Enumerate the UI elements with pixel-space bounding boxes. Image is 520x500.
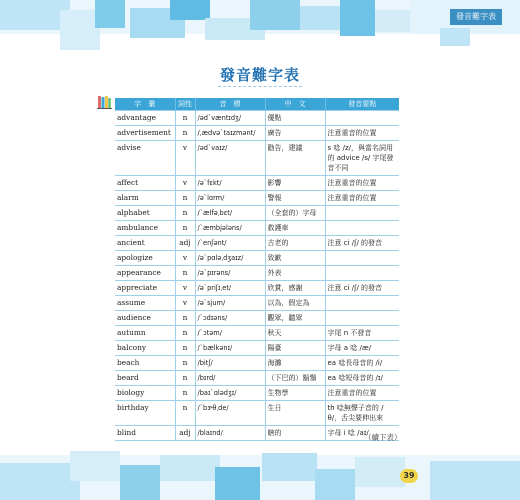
table-row xyxy=(115,326,399,341)
note-cell xyxy=(325,266,399,281)
note-cell: ea 唸短母音的 /ɪ/ xyxy=(325,371,399,386)
section-tag: 發音難字表 xyxy=(450,9,502,25)
word-cell: biology xyxy=(115,386,175,401)
note-cell xyxy=(325,111,399,126)
continued-label: （續下表） xyxy=(364,433,402,442)
title-divider xyxy=(218,86,302,88)
table-row xyxy=(115,296,399,311)
page-number-badge: 39 xyxy=(400,469,418,483)
note-cell xyxy=(325,221,399,236)
word-cell: blind xyxy=(115,426,175,441)
col-header-chinese: 中 文 xyxy=(265,98,325,111)
footer-mosaic xyxy=(0,445,520,500)
ipa-cell: /ə`fɛkt/ xyxy=(195,176,265,191)
pos-cell: v xyxy=(175,141,195,176)
ipa-cell: /`bɝθˌde/ xyxy=(195,401,265,426)
note-cell: s 唸 /z/，與當名詞用的 advice /s/ 字尾發音不同 xyxy=(325,141,399,176)
chinese-cell: 古老的 xyxy=(265,236,325,251)
table-row xyxy=(115,251,399,266)
table-header-row xyxy=(115,98,399,111)
note-cell: th 唸無聲子音的 /θ/，舌尖要伸出來 xyxy=(325,401,399,426)
ipa-cell: /əd`væntɪdʒ/ xyxy=(195,111,265,126)
pos-cell: v xyxy=(175,281,195,296)
word-cell: advise xyxy=(115,141,175,176)
ipa-cell: /`bælkənɪ/ xyxy=(195,341,265,356)
chinese-cell: 觀眾，聽眾 xyxy=(265,311,325,326)
table-row xyxy=(115,141,399,176)
ipa-cell: /`æmbjələns/ xyxy=(195,221,265,236)
pos-cell: n xyxy=(175,401,195,426)
chinese-cell: 勸告，建議 xyxy=(265,141,325,176)
table-row xyxy=(115,371,399,386)
chinese-cell: 欣賞，感謝 xyxy=(265,281,325,296)
note-cell: 字尾 n 不發音 xyxy=(325,326,399,341)
ipa-cell: /ˌædvə`taɪzmənt/ xyxy=(195,126,265,141)
word-cell: appreciate xyxy=(115,281,175,296)
word-cell: beard xyxy=(115,371,175,386)
pos-cell: n xyxy=(175,311,195,326)
word-cell: birthday xyxy=(115,401,175,426)
ipa-cell: /`enʃənt/ xyxy=(195,236,265,251)
ipa-cell: /`ɔtəm/ xyxy=(195,326,265,341)
col-header-pos: 詞性 xyxy=(175,98,195,111)
vocab-table xyxy=(115,98,399,441)
word-cell: alarm xyxy=(115,191,175,206)
chinese-cell: 外表 xyxy=(265,266,325,281)
ipa-cell: /ə`lɑrm/ xyxy=(195,191,265,206)
word-cell: affect xyxy=(115,176,175,191)
ipa-cell: /ə`pɪrəns/ xyxy=(195,266,265,281)
table-row xyxy=(115,386,399,401)
pos-cell: n xyxy=(175,356,195,371)
word-cell: beach xyxy=(115,356,175,371)
note-cell xyxy=(325,251,399,266)
ipa-cell: /`ɔdɪəns/ xyxy=(195,311,265,326)
ipa-cell: /`ælfəˌbɛt/ xyxy=(195,206,265,221)
chinese-cell: 以為，假定為 xyxy=(265,296,325,311)
books-icon xyxy=(97,95,112,109)
chinese-cell: 影響 xyxy=(265,176,325,191)
chinese-cell: 生日 xyxy=(265,401,325,426)
word-cell: appearance xyxy=(115,266,175,281)
table-row xyxy=(115,126,399,141)
pos-cell: v xyxy=(175,251,195,266)
pos-cell: n xyxy=(175,266,195,281)
table-row xyxy=(115,311,399,326)
note-cell: 字母 a 唸 /æ/ xyxy=(325,341,399,356)
table-row xyxy=(115,401,399,426)
chinese-cell: 海灘 xyxy=(265,356,325,371)
table-row xyxy=(115,356,399,371)
note-cell: 注意重音的位置 xyxy=(325,176,399,191)
table-row xyxy=(115,191,399,206)
pos-cell: n xyxy=(175,386,195,401)
col-header-word: 字 彙 xyxy=(115,98,175,111)
col-header-ipa: 音 標 xyxy=(195,98,265,111)
chinese-cell: 救護車 xyxy=(265,221,325,236)
chinese-cell: （下巴的）鬍鬚 xyxy=(265,371,325,386)
pos-cell: n xyxy=(175,191,195,206)
word-cell: assume xyxy=(115,296,175,311)
table-row xyxy=(115,281,399,296)
pos-cell: n xyxy=(175,221,195,236)
word-cell: balcony xyxy=(115,341,175,356)
chinese-cell: 優點 xyxy=(265,111,325,126)
chinese-cell: 秋天 xyxy=(265,326,325,341)
note-cell xyxy=(325,296,399,311)
chinese-cell: 陽臺 xyxy=(265,341,325,356)
word-cell: advantage xyxy=(115,111,175,126)
note-cell: 注意 ci /ʃ/ 的發音 xyxy=(325,236,399,251)
header-mosaic xyxy=(0,0,520,60)
chinese-cell: 廣告 xyxy=(265,126,325,141)
chinese-cell: 生物學 xyxy=(265,386,325,401)
word-cell: autumn xyxy=(115,326,175,341)
note-cell: 注意重音的位置 xyxy=(325,386,399,401)
chinese-cell: 瞎的 xyxy=(265,426,325,441)
pos-cell: v xyxy=(175,176,195,191)
word-cell: apologize xyxy=(115,251,175,266)
note-cell: 注意重音的位置 xyxy=(325,126,399,141)
note-cell: 注意 ci /ʃ/ 的發音 xyxy=(325,281,399,296)
ipa-cell: /ə`pɑləˌdʒaɪz/ xyxy=(195,251,265,266)
pos-cell: n xyxy=(175,341,195,356)
table-row xyxy=(115,111,399,126)
ipa-cell: /baɪ`ɑlədʒɪ/ xyxy=(195,386,265,401)
ipa-cell: /bitʃ/ xyxy=(195,356,265,371)
col-header-note: 發音要點 xyxy=(325,98,399,111)
note-cell xyxy=(325,311,399,326)
table-row xyxy=(115,221,399,236)
pos-cell: n xyxy=(175,206,195,221)
ipa-cell: /blaɪnd/ xyxy=(195,426,265,441)
chinese-cell: （全套的）字母 xyxy=(265,206,325,221)
pos-cell: adj xyxy=(175,426,195,441)
note-cell: 字母 i 唸 /aɪ/ xyxy=(325,426,399,441)
page-title: 發音難字表 xyxy=(219,66,300,84)
table-row xyxy=(115,266,399,281)
table-row xyxy=(115,341,399,356)
word-cell: ancient xyxy=(115,236,175,251)
table-row xyxy=(115,236,399,251)
chinese-cell: 警報 xyxy=(265,191,325,206)
pos-cell: v xyxy=(175,296,195,311)
table-row xyxy=(115,206,399,221)
word-cell: alphabet xyxy=(115,206,175,221)
pos-cell: n xyxy=(175,371,195,386)
note-cell xyxy=(325,206,399,221)
note-cell: 注意重音的位置 xyxy=(325,191,399,206)
ipa-cell: /ə`priʃɪˌet/ xyxy=(195,281,265,296)
note-cell: ea 唸長母音的 /i/ xyxy=(325,356,399,371)
ipa-cell: /əd`vaɪz/ xyxy=(195,141,265,176)
pos-cell: n xyxy=(175,111,195,126)
word-cell: audience xyxy=(115,311,175,326)
chinese-cell: 致歉 xyxy=(265,251,325,266)
word-cell: ambulance xyxy=(115,221,175,236)
pos-cell: n xyxy=(175,126,195,141)
table-row xyxy=(115,176,399,191)
word-cell: advertisement xyxy=(115,126,175,141)
pos-cell: adj xyxy=(175,236,195,251)
ipa-cell: /bɪrd/ xyxy=(195,371,265,386)
ipa-cell: /ə`sjum/ xyxy=(195,296,265,311)
table-row xyxy=(115,426,399,441)
pos-cell: n xyxy=(175,326,195,341)
